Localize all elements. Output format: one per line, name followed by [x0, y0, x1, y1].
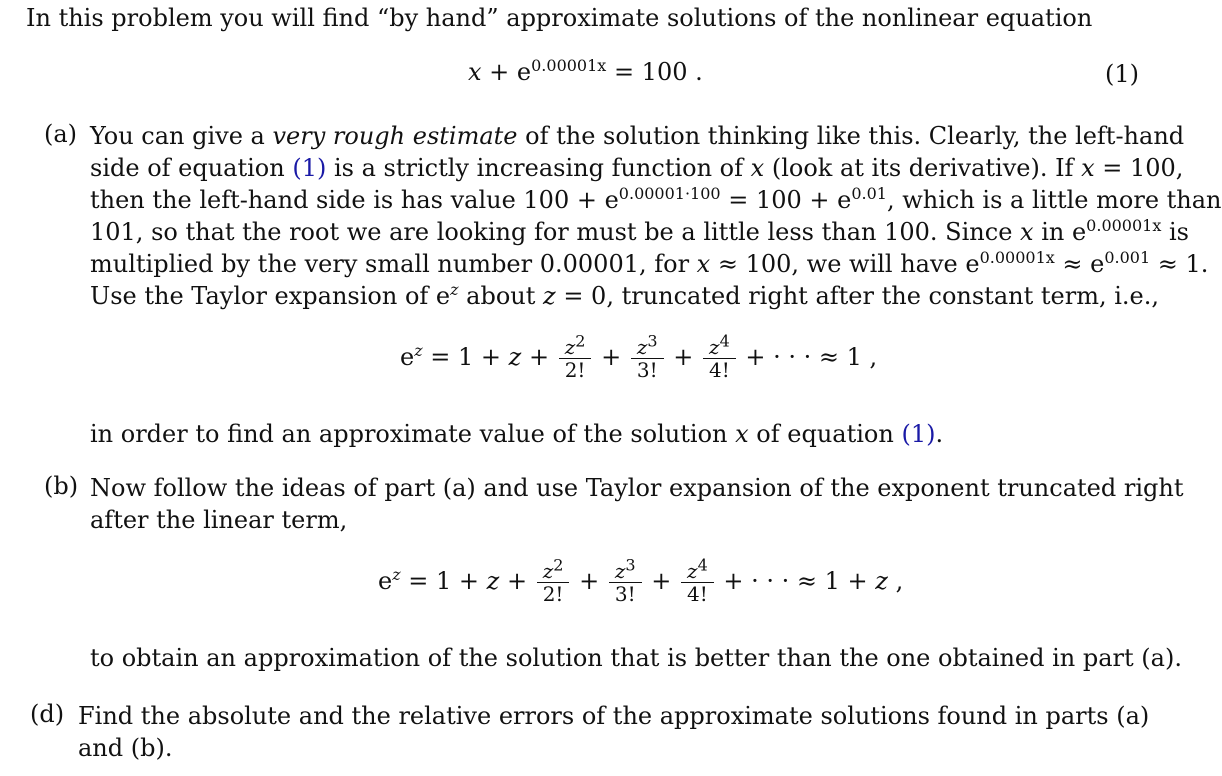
a-l3a: then the left-hand side is has value 100 + e — [90, 186, 619, 214]
frac-z: z — [564, 335, 576, 359]
part-a-label: (a) — [44, 120, 78, 148]
frac-exp-2: 2 — [553, 555, 564, 575]
a-l3-exponent-2: 0.01 — [851, 184, 887, 203]
taylor-tail-b: + · · · ≈ 1 + — [723, 567, 876, 595]
a-var-x: x — [696, 250, 711, 278]
part-a-line-6 — [90, 280, 1159, 312]
a-l5c: ≈ e — [1054, 250, 1105, 278]
part-b-line-3: to obtain an approximation of the solution that is better than the one obtained in part (a). — [90, 644, 1182, 672]
a-var-x: x — [1081, 154, 1095, 182]
a-l4a: 101, so that the root we are looking for must be a little less than 100. Since — [90, 218, 1021, 246]
part-a-line-3 — [90, 184, 1222, 216]
a-l6b: about — [458, 282, 544, 310]
frac-z: z — [614, 559, 626, 583]
frac-den-2: 2! — [542, 582, 564, 606]
fraction-z3 — [631, 331, 664, 382]
fraction-z3 — [609, 555, 642, 606]
taylor-lhs: e — [378, 567, 393, 595]
part-a-line-2 — [90, 152, 1184, 184]
frac-z: z — [542, 559, 554, 583]
a-l3c: , which is a little more than — [886, 186, 1222, 214]
a-l2c: (look at its derivative). If — [764, 154, 1082, 182]
a-l1a: You can give a — [90, 122, 273, 150]
fraction-z4 — [681, 555, 714, 606]
taylor-end-b: , — [887, 567, 904, 595]
part-b-label: (b) — [44, 472, 79, 500]
eq1-exponent: 0.00001x — [531, 56, 607, 75]
taylor-expansion-b — [378, 555, 904, 606]
taylor-plus: + — [651, 567, 679, 595]
a-l7b: of equation — [748, 420, 902, 448]
taylor-z: z — [486, 567, 500, 595]
a-l5-exponent-1: 0.00001x — [979, 248, 1055, 267]
a-l2a: side of equation — [90, 154, 293, 182]
fraction-z2 — [559, 331, 592, 382]
frac-den-4: 4! — [687, 582, 708, 606]
part-d-line-1: Find the absolute and the relative errors of the approximate solutions found in parts (a) — [78, 702, 1150, 730]
part-a-line-7 — [90, 418, 943, 450]
part-a-line-1 — [90, 120, 1185, 152]
frac-exp-4: 4 — [719, 331, 730, 351]
a-l1c: of the solution thinking like this. Clearly, the left-hand — [517, 122, 1185, 150]
a-l2b: is a strictly increasing function of — [326, 154, 751, 182]
taylor-tail-a: + · · · ≈ 1 , — [745, 343, 878, 371]
fraction-z4 — [703, 331, 736, 382]
frac-exp-3: 3 — [647, 331, 658, 351]
eq1-rhs: = 100 . — [606, 58, 703, 86]
part-b-line-2: after the linear term, — [90, 506, 348, 534]
equation-1-tag: (1) — [1105, 60, 1139, 88]
equation-ref-link[interactable]: (1) — [292, 154, 327, 182]
frac-den-3: 3! — [636, 358, 658, 382]
part-a-line-4 — [90, 216, 1189, 248]
a-l3b: = 100 + e — [720, 186, 852, 214]
a-l4b: in e — [1033, 218, 1087, 246]
frac-den-2: 2! — [564, 358, 586, 382]
frac-den-4: 4! — [709, 358, 730, 382]
frac-z: z — [687, 559, 698, 583]
taylor-lhs: e — [400, 343, 415, 371]
taylor-expansion-a — [400, 331, 878, 382]
a-l2d: = 100, — [1094, 154, 1184, 182]
a-l5-exponent-2: 0.001 — [1104, 248, 1151, 267]
taylor-lhs-exp: z — [414, 341, 423, 360]
a-l4-exponent: 0.00001x — [1086, 216, 1162, 235]
frac-exp-3: 3 — [625, 555, 636, 575]
part-b-line-1: Now follow the ideas of part (a) and use Taylor expansion of the exponent truncated right — [90, 474, 1184, 502]
a-l4c: is — [1161, 218, 1189, 246]
a-l1-emphasis: very rough estimate — [272, 122, 518, 150]
eq1-x: x — [468, 58, 482, 86]
frac-den-3: 3! — [614, 582, 636, 606]
a-var-z: z — [543, 282, 556, 310]
part-a-line-5 — [90, 248, 1209, 280]
frac-z: z — [636, 335, 648, 359]
taylor-plus: + — [673, 343, 701, 371]
taylor-lhs-exp: z — [392, 565, 401, 584]
a-l6a: Use the Taylor expansion of e — [90, 282, 451, 310]
taylor-plus: + — [521, 343, 557, 371]
taylor-eq: = 1 + — [400, 567, 487, 595]
frac-exp-2: 2 — [575, 331, 586, 351]
eq1-plus-e: + e — [481, 58, 532, 86]
part-d-label: (d) — [30, 700, 65, 728]
equation-1 — [468, 58, 703, 86]
a-var-x: x — [1020, 218, 1034, 246]
frac-exp-4: 4 — [697, 555, 708, 575]
part-d-line-2: and (b). — [78, 734, 173, 762]
a-l5b: ≈ 100, we will have e — [710, 250, 980, 278]
taylor-z: z — [875, 567, 888, 595]
a-l5d: ≈ 1. — [1150, 250, 1209, 278]
a-var-x: x — [735, 420, 749, 448]
a-l6c: = 0, truncated right after the constant term, i.e., — [555, 282, 1159, 310]
a-l7c: . — [935, 420, 944, 448]
intro-text: In this problem you will find “by hand” approximate solutions of the nonlinear equation — [26, 4, 1093, 32]
taylor-plus: + — [579, 567, 607, 595]
a-var-x: x — [750, 154, 765, 182]
a-l7a: in order to find an approximate value of the solution — [90, 420, 736, 448]
taylor-eq: = 1 + — [422, 343, 509, 371]
a-l5a: multiplied by the very small number 0.00001, for — [90, 250, 697, 278]
taylor-z: z — [508, 343, 522, 371]
equation-ref-link[interactable]: (1) — [901, 420, 936, 448]
a-l3-exponent-1: 0.00001·100 — [618, 184, 721, 203]
taylor-plus: + — [601, 343, 629, 371]
a-l6-exponent-z: z — [450, 280, 459, 299]
taylor-plus: + — [499, 567, 535, 595]
frac-z: z — [709, 335, 720, 359]
fraction-z2 — [537, 555, 570, 606]
